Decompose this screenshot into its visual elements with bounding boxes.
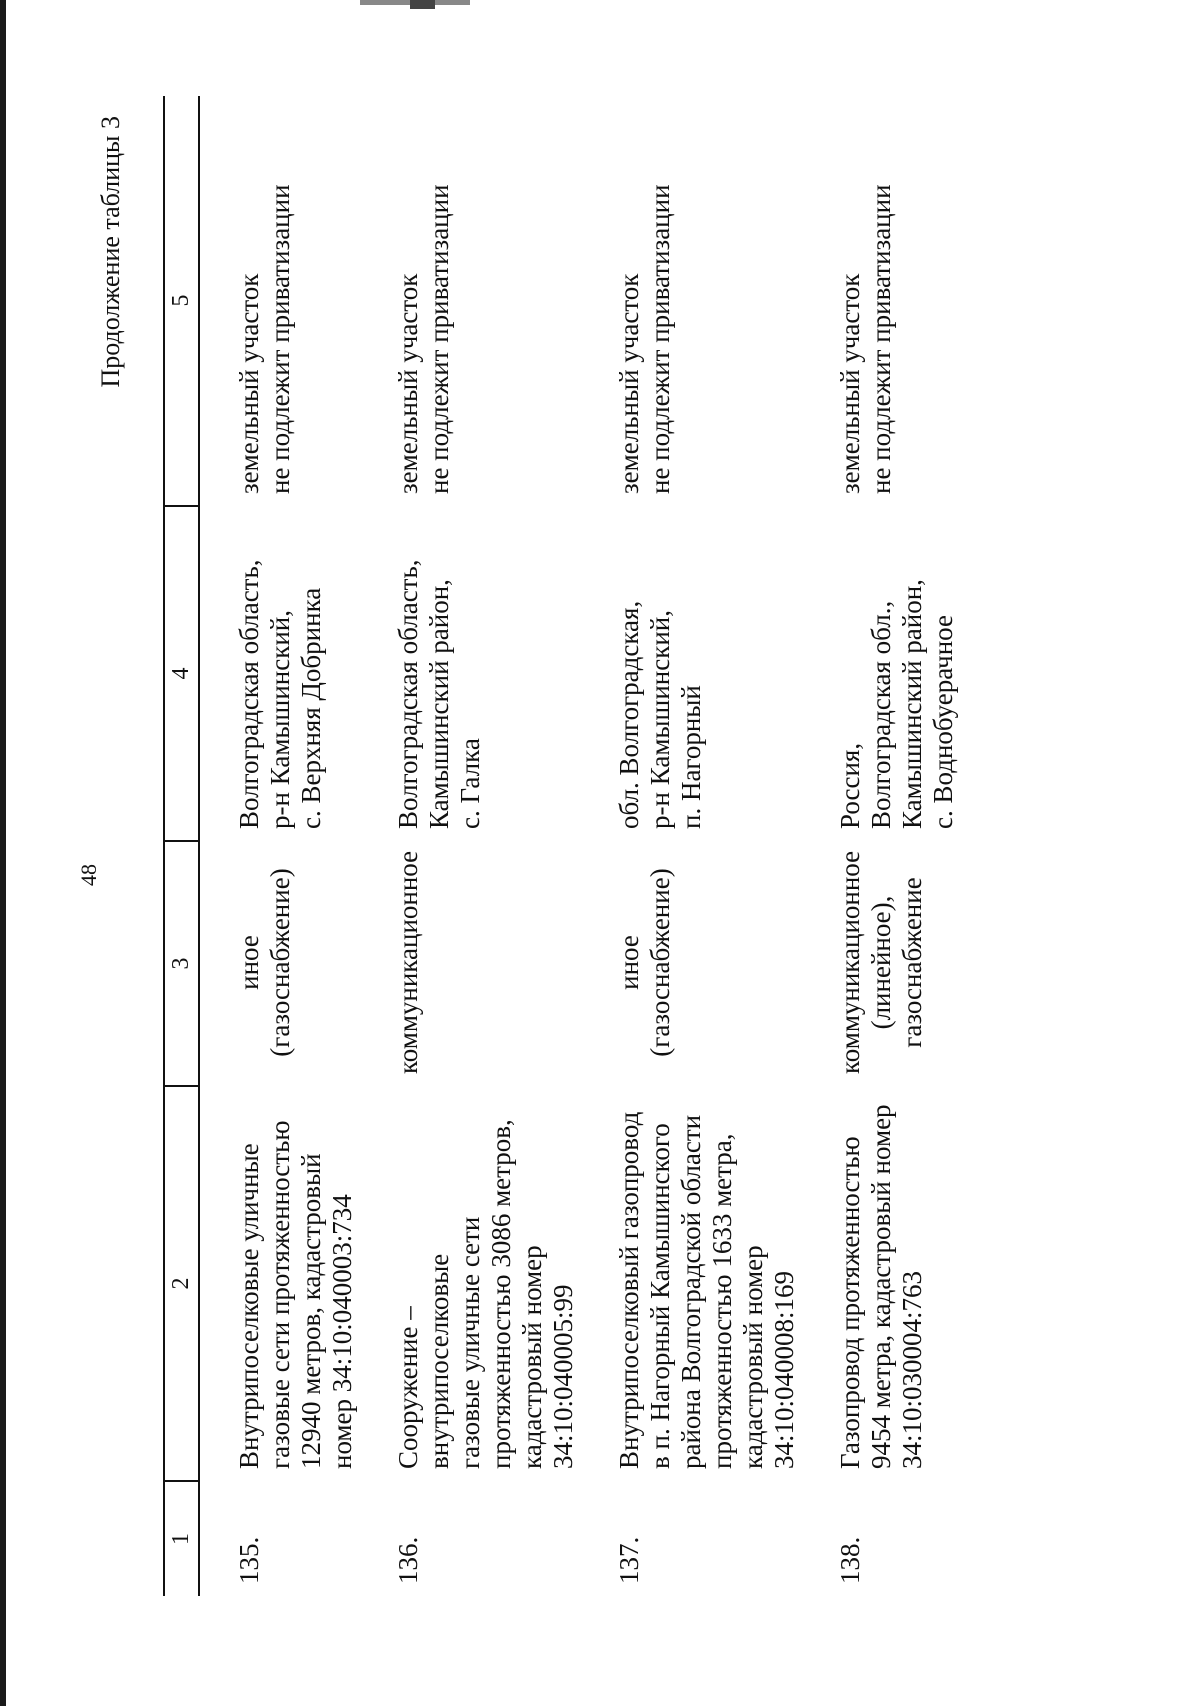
object-type: иное (газоснабжение) (234, 868, 295, 1057)
table-row (199, 96, 388, 1596)
column-header: 4 (164, 506, 199, 841)
table-row (609, 96, 830, 1596)
object-name: Сооружение – внутрипоселковые газовые уличные сети протяженностью 3086 метров, кадастровый номер 34:10:040005:99 (393, 1119, 578, 1469)
row-number: 135. (234, 1536, 264, 1584)
column-header: 1 (164, 1481, 199, 1596)
object-type: коммуникационное (линейное), газоснабжение (835, 850, 927, 1074)
object-address: Россия, Волгоградская обл., Камышинский район, с. Воднобуерачное (835, 579, 958, 829)
header-row (164, 96, 199, 1596)
object-address: Волгоградская область, Камышинский район, с. Галка (393, 559, 485, 829)
object-name: Газопровод протяженностью 9454 метра, кадастровый номер 34:10:030004:763 (835, 1104, 927, 1469)
column-header: 5 (164, 96, 199, 506)
table-row (830, 96, 989, 1596)
page-number: 48 (76, 864, 101, 886)
row-number: 138. (835, 1536, 865, 1584)
object-note: земельный участок не подлежит приватизации (393, 184, 454, 494)
row-number: 136. (393, 1536, 423, 1584)
object-name: Внутрипоселковые уличные газовые сети протяженностью 12940 метров, кадастровый номер 34:10:040003:734 (234, 1120, 357, 1469)
object-note: земельный участок не подлежит приватизации (234, 184, 295, 494)
column-header: 2 (164, 1086, 199, 1481)
object-note: земельный участок не подлежит приватизации (614, 184, 675, 494)
table-row (388, 96, 609, 1596)
object-type: иное (газоснабжение) (614, 868, 675, 1057)
row-number: 137. (614, 1536, 644, 1584)
object-name: Внутрипоселковый газопровод в п. Нагорный Камышинского района Волгоградской области протяженностью 1633 метра, кадастровый номер 34:10:040008:169 (614, 1111, 799, 1469)
property-table (163, 96, 989, 1596)
object-note: земельный участок не подлежит приватизации (835, 184, 896, 494)
object-type: коммуникационное (393, 850, 423, 1074)
column-header: 3 (164, 841, 199, 1086)
object-address: Волгоградская область, р-н Камышинский, с. Верхняя Добринка (234, 559, 326, 829)
table-caption: Продолжение таблицы 3 (96, 116, 125, 388)
object-address: обл. Волгоградская, р-н Камышинский, п. Нагорный (614, 600, 706, 829)
